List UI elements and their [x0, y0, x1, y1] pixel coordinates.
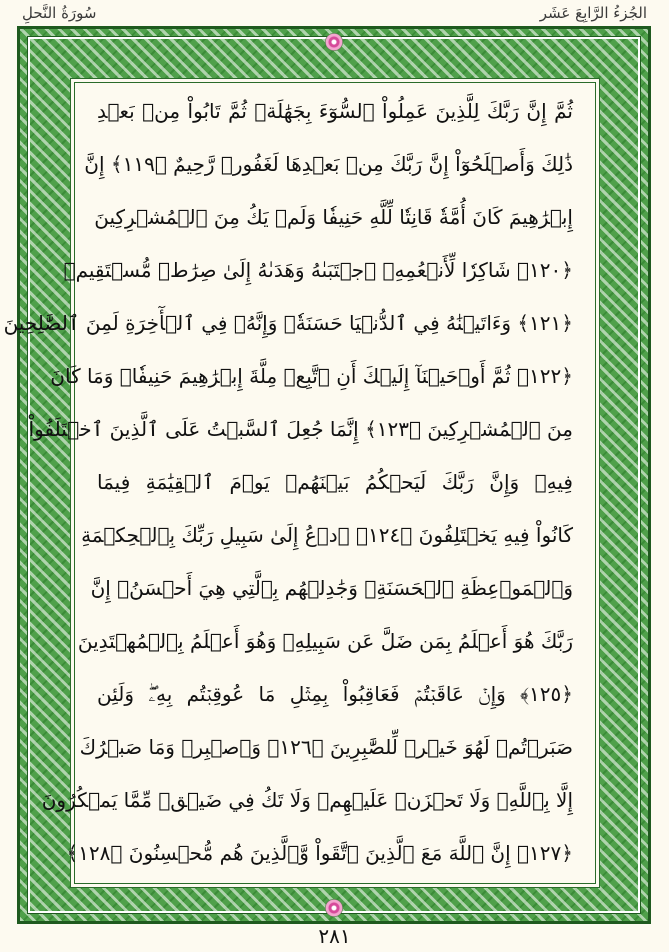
text-line-2: ذَٰلِكَ وَأَصۡلَحُوٓاْ إِنَّ رَبَّكَ مِنۢ بَعۡدِهَا لَغَفُورٞ رَّحِيمٌ ﴿١١٩﴾ إِنَّ — [84, 152, 573, 176]
text-line-14: إِلَّا بِٱللَّهِۚ وَلَا تَحۡزَنۡ عَلَيۡهِمۡ وَلَا تَكُ فِي ضَيۡقٖ مِّمَّا يَمۡكُرُونَ — [41, 788, 573, 812]
text-line-7: مِنَ ٱلۡمُشۡرِكِينَ ﴿١٢٣﴾ إِنَّمَا جُعِلَ ٱلسَّبۡتُ عَلَى ٱلَّذِينَ ٱخۡتَلَفُواْ — [28, 417, 573, 441]
text-line-3: إِبۡرَٰهِيمَ كَانَ أُمَّةٗ قَانِتٗا لِّلَّهِ حَنِيفٗا وَلَمۡ يَكُ مِنَ ٱلۡمُشۡرِكِينَ — [94, 205, 573, 229]
text-line-11: رَبَّكَ هُوَ أَعۡلَمُ بِمَن ضَلَّ عَن سَبِيلِهِۦ وَهُوَ أَعۡلَمُ بِٱلۡمُهۡتَدِينَ — [77, 629, 573, 653]
text-line-12: ﴿١٢٥﴾ وَإِنۡ عَاقَبۡتُمۡ فَعَاقِبُواْ بِمِثۡلِ مَا عُوقِبۡتُم بِهِۦۖ وَلَئِن — [97, 682, 573, 706]
quran-text-panel — [3, 82, 596, 884]
page-number: ٢٨١ — [318, 924, 351, 948]
text-line-9: كَانُواْ فِيهِ يَخۡتَلِفُونَ ﴿١٢٤﴾ ٱدۡعُ إِلَىٰ سَبِيلِ رَبِّكَ بِٱلۡحِكۡمَةِ — [81, 523, 573, 547]
surah-title: سُورَةُ النَّحلِ — [22, 4, 97, 22]
text-line-13: صَبَرۡتُمۡ لَهُوَ خَيۡرٞ لِّلصَّٰبِرِينَ ﴿١٢٦﴾ وَٱصۡبِرۡ وَمَا صَبۡرُكَ — [79, 735, 573, 759]
juz-title: الجُزءُ الرَّابِعَ عَشَر — [539, 4, 647, 22]
text-line-8: فِيهِۚ وَإِنَّ رَبَّكَ لَيَحۡكُمُ بَيۡنَهُمۡ يَوۡمَ ٱلۡقِيَٰمَةِ فِيمَا — [97, 470, 573, 494]
text-line-6: ﴿١٢٢﴾ ثُمَّ أَوۡحَيۡنَآ إِلَيۡكَ أَنِ ٱتَّبِعۡ مِلَّةَ إِبۡرَٰهِيمَ حَنِيفٗاۖ وَمَا كَانَ — [50, 364, 573, 388]
text-line-1: ثُمَّ إِنَّ رَبَّكَ لِلَّذِينَ عَمِلُواْ ٱلسُّوٓءَ بِجَهَٰلَةٖ ثُمَّ تَابُواْ مِنۢ بَعۡدِ — [97, 99, 573, 123]
text-line-15: ﴿١٢٧﴾ إِنَّ ٱللَّهَ مَعَ ٱلَّذِينَ ٱتَّقَواْ وَّٱلَّذِينَ هُم مُّحۡسِنُونَ ﴿١٢٨﴾ — [66, 841, 573, 865]
rosette-ornament-icon — [325, 33, 343, 51]
rosette-ornament-icon — [325, 899, 343, 917]
text-line-10: وَٱلۡمَوۡعِظَةِ ٱلۡحَسَنَةِۖ وَجَٰدِلۡهُم بِٱلَّتِي هِيَ أَحۡسَنُۚ إِنَّ — [90, 576, 573, 600]
text-line-5: ﴿١٢١﴾ وَءَاتَيۡنَٰهُ فِي ٱلدُّنۡيَا حَسَنَةٗۖ وَإِنَّهُۥ فِي ٱلۡأٓخِرَةِ لَمِنَ ٱلصَّٰلِحِينَ — [3, 311, 573, 335]
text-line-4: ﴿١٢٠﴾ شَاكِرٗا لِّأَنۡعُمِهِۚ ٱجۡتَبَىٰهُ وَهَدَىٰهُ إِلَىٰ صِرَٰطٖ مُّسۡتَقِيمٖ — [63, 258, 573, 282]
